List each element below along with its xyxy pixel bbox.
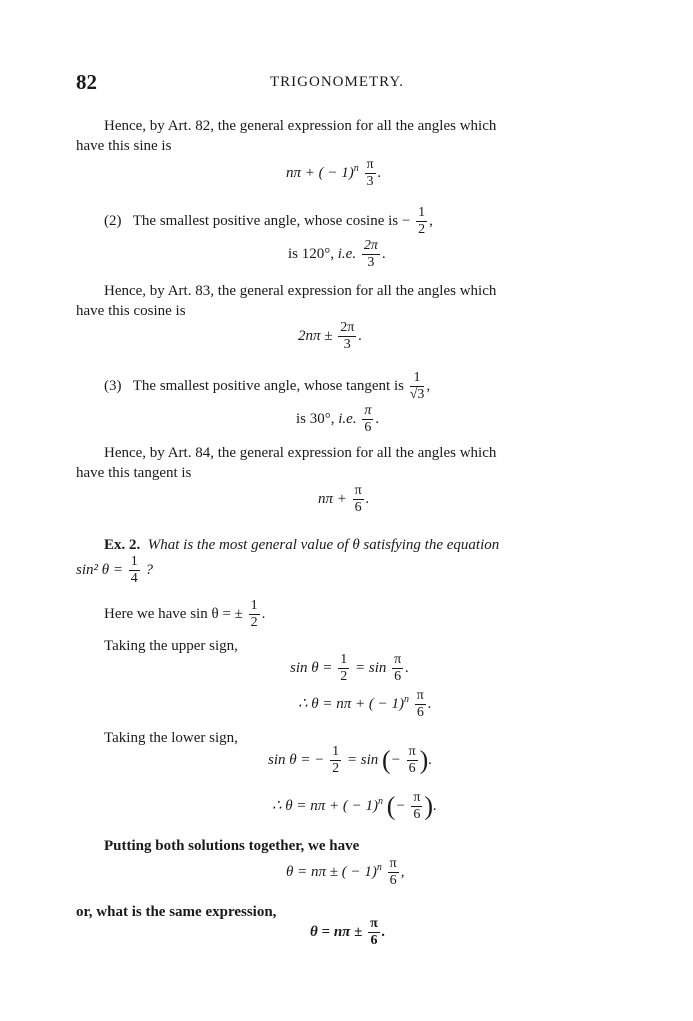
equation-upper-solution: ∴ θ = nπ + ( − 1)$^n$ $\frac{\pi}{6}$ . [298,688,432,720]
paragraph-line: or, what is the same expression, [76,904,277,920]
paragraph-line: Here we have sin θ = ± $\frac{1}{2}$ . [104,598,266,630]
paragraph-line: Hence, by Art. 84, the general expression for all the angles which [104,445,497,461]
example-heading: Ex. 2. What is the most general value of θ satisfying the equation [104,537,500,553]
equation-120-deg: is 120°, i.e. $\frac{2\pi}{3}$ . [288,238,386,270]
equation-sine-general: nπ + ( − 1)$^n$ $\frac{\pi}{3}$ . [286,157,382,189]
paragraph-line: have this sine is [76,138,172,154]
equation-final: θ = nπ ± $\frac{\pi}{6}$ . [310,916,386,948]
equation-cosine-general: 2nπ ± $\frac{2\pi}{3}$ . [298,320,363,352]
equation-lower-solution: ∴ θ = nπ + ( − 1)$^n$ (− $\frac{\pi}{6}$ ). [272,790,437,822]
running-title: TRIGONOMETRY. [270,74,404,90]
paragraph-line: have this cosine is [76,303,186,319]
item-2: (2) The smallest positive angle, whose cosine is − $\frac{1}{2}$ , [104,205,433,237]
paragraph-line: Taking the lower sign, [104,730,238,746]
paragraph-line: Hence, by Art. 82, the general expression for all the angles which [104,118,497,134]
equation-combined: θ = nπ ± ( − 1)$^n$ $\frac{\pi}{6}$ , [286,856,405,888]
equation-lower-sign: sin θ = − $\frac{1}{2}$ = sin (− $\frac{\pi}{6}$ ). [268,744,433,776]
example-equation: sin² θ = $\frac{1}{4}$ ? [76,554,153,586]
equation-upper-sign: sin θ = $\frac{1}{2}$ = sin $\frac{\pi}{6}$ . [290,652,409,684]
paragraph-line: Taking the upper sign, [104,638,238,654]
paragraph-line: Hence, by Art. 83, the general expression for all the angles which [104,283,497,299]
item-3: (3) The smallest positive angle, whose tangent is $\frac{1}{√3}$ , [104,370,431,402]
paragraph-line: Putting both solutions together, we have [104,838,360,854]
paragraph-line: have this tangent is [76,465,192,481]
equation-30-deg: is 30°, i.e. $\frac{\pi}{6}$ . [296,403,380,435]
equation-tangent-general: nπ + $\frac{\pi}{6}$ . [318,483,370,515]
page-number: 82 [76,70,97,94]
